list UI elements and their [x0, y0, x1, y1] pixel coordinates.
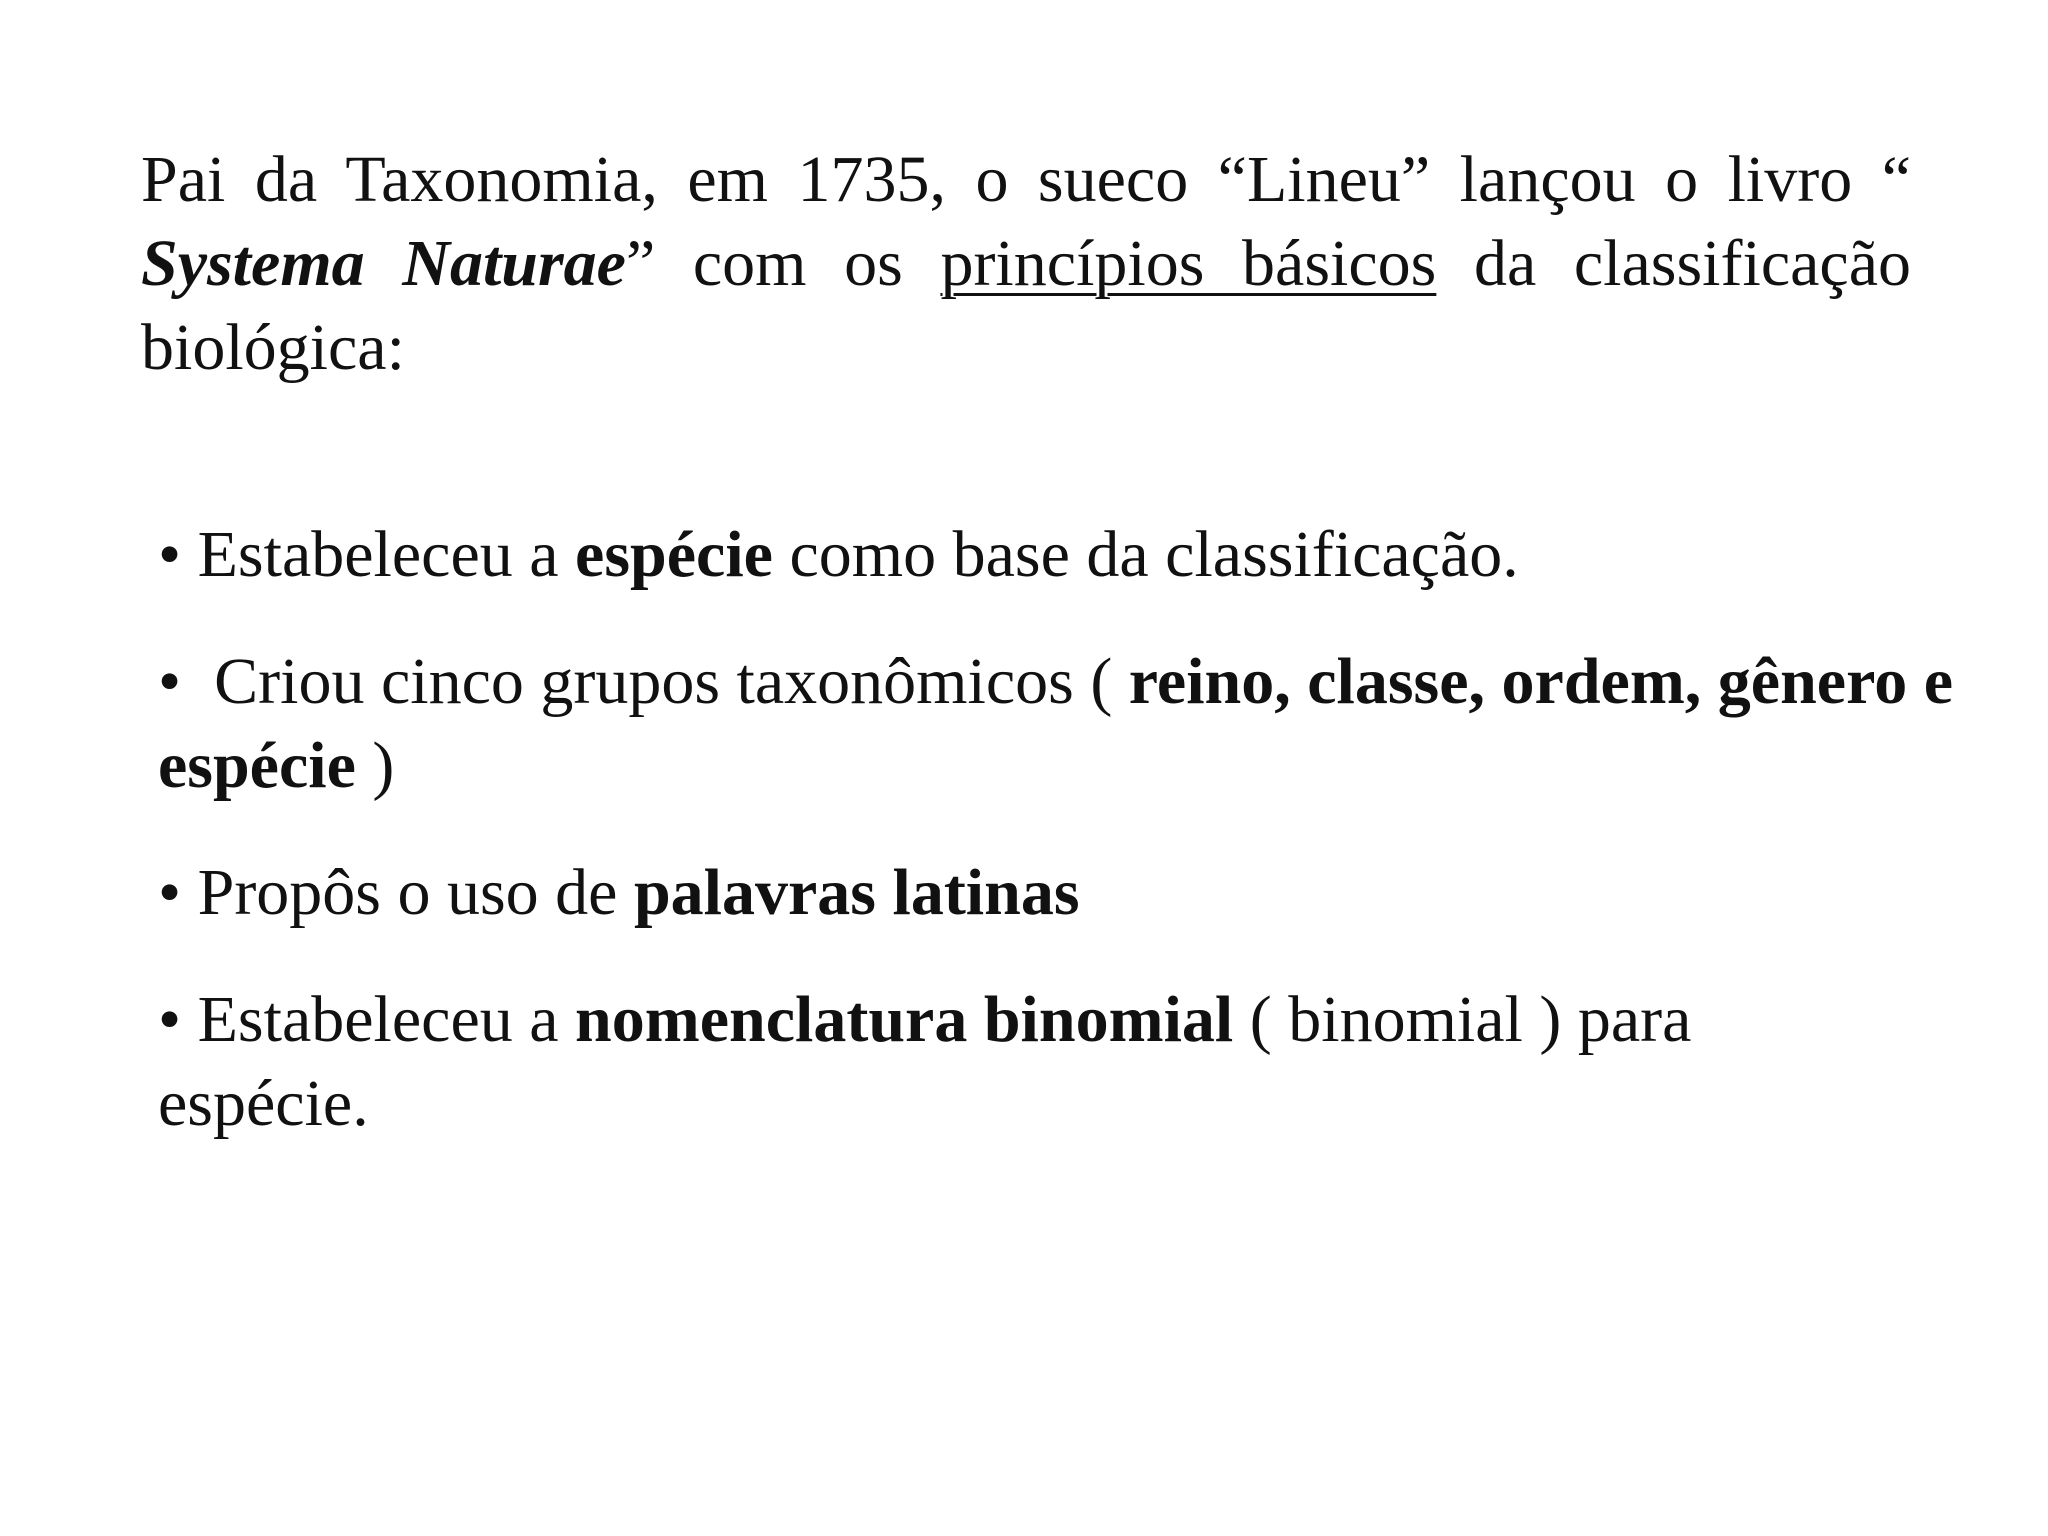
list-item — [158, 851, 2008, 935]
bullet-text-before: Criou cinco grupos taxonômicos ( — [181, 645, 1129, 718]
book-title: Systema Naturae — [141, 227, 626, 300]
bullet-text-before: Propôs o uso de — [181, 856, 634, 929]
bullet-list — [158, 513, 2008, 1189]
list-item — [158, 640, 2008, 808]
bullet-bold-term: reino, classe, ordem, gênero e espécie — [158, 645, 1970, 802]
bullet-marker: • — [158, 645, 182, 718]
bullet-marker: • — [158, 856, 182, 929]
bullet-text-after: ( binomial ) para espécie. — [158, 983, 1692, 1140]
list-item — [158, 513, 2008, 597]
intro-text-part2: ” com os — [625, 227, 941, 300]
underlined-phrase: princípios básicos — [940, 227, 1437, 300]
bullet-text-before: Estabeleceu a — [181, 518, 576, 591]
bullet-marker: • — [158, 983, 182, 1056]
bullet-bold-term: nomenclatura binomial — [575, 983, 1234, 1056]
bullet-bold-term: palavras latinas — [633, 856, 1080, 929]
list-item — [158, 978, 1798, 1146]
bullet-text-after: como base da classificação. — [772, 518, 1519, 591]
intro-paragraph — [141, 138, 1911, 390]
bullet-text-before: Estabeleceu a — [181, 983, 576, 1056]
intro-text-part3: da classificação biológica: — [141, 227, 1912, 384]
intro-text-part1: Pai da Taxonomia, em 1735, o sueco “Lineu” lançou o livro “ — [141, 143, 1911, 216]
bullet-marker: • — [158, 518, 182, 591]
bullet-bold-term: espécie — [575, 518, 773, 591]
bullet-text-after: ) — [355, 729, 395, 802]
